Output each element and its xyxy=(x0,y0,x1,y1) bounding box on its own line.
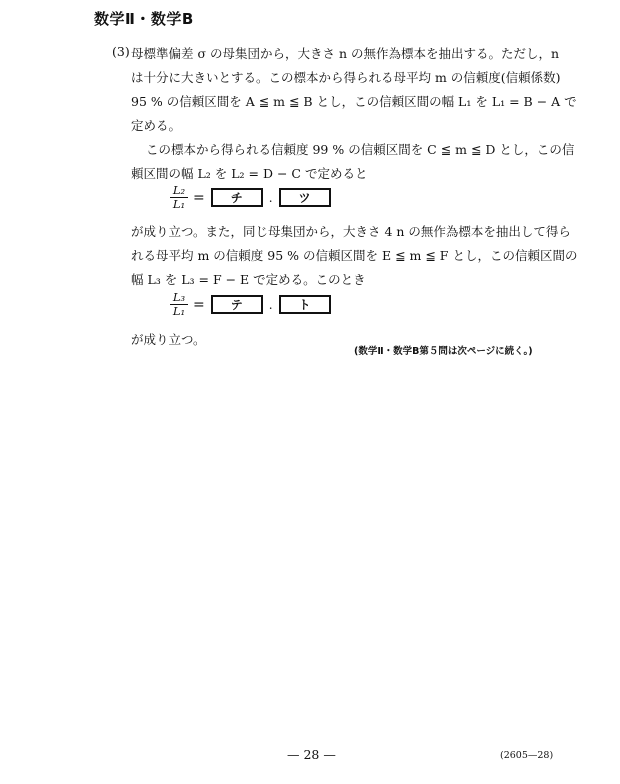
fraction-numerator: L₃ xyxy=(172,290,186,304)
page-number: — 28 — xyxy=(287,747,336,762)
equals-sign: = xyxy=(193,296,205,313)
answer-box-to: ト xyxy=(279,295,331,314)
ratio-equation-1 xyxy=(170,184,331,211)
text-line: 定める。 xyxy=(131,118,182,133)
text-line: 95 % の信頼区間を A ≦ m ≦ B とし，この信頼区間の幅 L₁ を L₁ = B − A で xyxy=(131,94,577,109)
decimal-point: . xyxy=(268,190,273,205)
text-line: が成り立つ。また，同じ母集団から，大きさ 4 n の無作為標本を抽出して得ら xyxy=(131,224,571,239)
text-line: 母標準偏差 σ の母集団から，大きさ n の無作為標本を抽出する。ただし，n xyxy=(131,46,560,61)
decimal-point: . xyxy=(268,297,273,312)
fraction-numerator: L₂ xyxy=(172,183,186,197)
answer-box-tsu: ツ xyxy=(279,188,331,207)
fraction-denominator: L₁ xyxy=(172,197,186,211)
fraction xyxy=(170,291,188,318)
text-line: が成り立つ。 xyxy=(131,332,206,347)
question-number: (3) xyxy=(112,44,130,59)
equals-sign: = xyxy=(193,189,205,206)
answer-box-te: テ xyxy=(211,295,263,314)
ratio-equation-2 xyxy=(170,291,331,318)
text-line: は十分に大きいとする。この標本から得られる母平均 m の信頼度(信頼係数) xyxy=(131,70,561,85)
text-line: れる母平均 m の信頼度 95 % の信頼区間を E ≦ m ≦ F とし，この信頼区間の xyxy=(131,248,578,263)
fraction-denominator: L₁ xyxy=(172,304,186,318)
text-line: 頼区間の幅 L₂ を L₂ = D − C で定めると xyxy=(131,166,368,181)
continuation-note: (数学Ⅱ・数学B第５問は次ページに続く。) xyxy=(354,346,533,357)
text-line: この標本から得られる信頼度 99 % の信頼区間を C ≦ m ≦ D とし，この信 xyxy=(146,142,575,157)
page-code: (2605—28) xyxy=(500,750,554,761)
text-line: 幅 L₃ を L₃ = F − E で定める。このとき xyxy=(131,272,366,287)
answer-box-chi: チ xyxy=(211,188,263,207)
fraction xyxy=(170,184,188,211)
section-title: 数学Ⅱ・数学B xyxy=(94,10,194,28)
